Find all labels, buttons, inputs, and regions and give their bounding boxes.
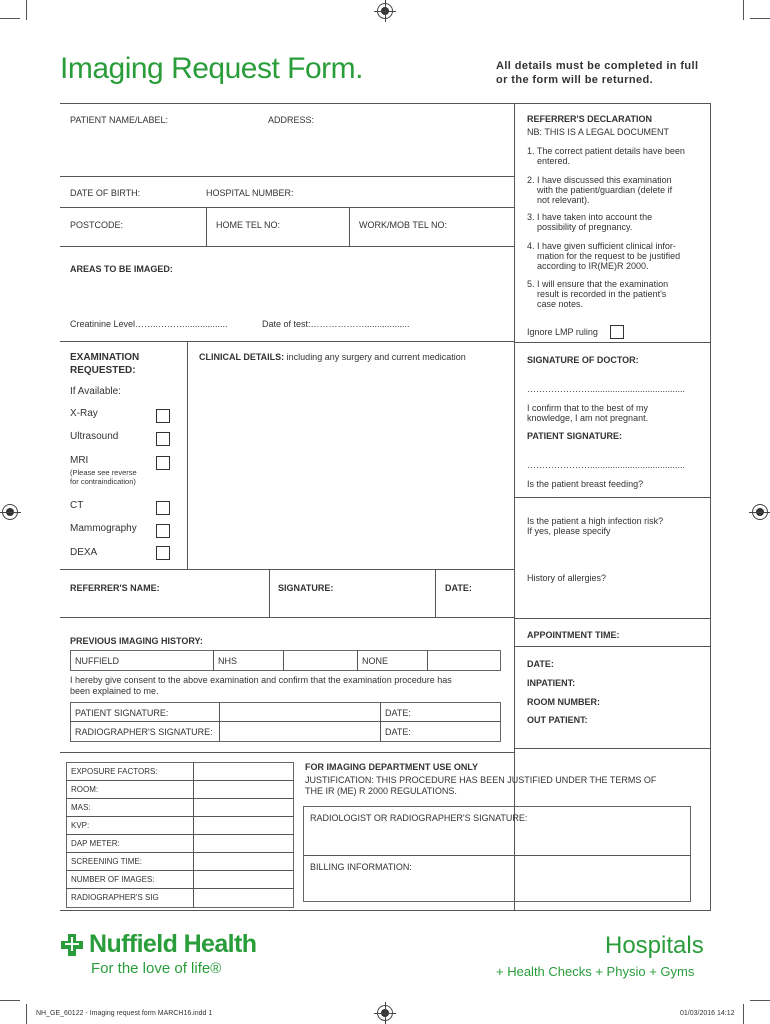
crop-mark	[743, 0, 744, 20]
question-line: Is the patient a high infection risk?	[527, 516, 664, 526]
mri-checkbox[interactable]	[156, 456, 170, 470]
row-line	[66, 816, 294, 817]
cell-divider	[435, 569, 436, 618]
appointment-time-label: APPOINTMENT TIME:	[527, 630, 620, 640]
areas-label: AREAS TO BE IMAGED:	[70, 264, 173, 274]
patient-signature-label: PATIENT SIGNATURE:	[527, 431, 622, 441]
brand-tagline: For the love of life®	[91, 960, 222, 977]
creatinine-level: Creatinine Level……..……….................	[70, 319, 228, 329]
doctor-signature-line[interactable]: …………………......................................	[527, 384, 686, 394]
cell-divider	[357, 650, 358, 671]
crop-mark	[26, 1004, 27, 1024]
appointment-date-label: DATE:	[527, 659, 554, 669]
consent-statement	[70, 675, 452, 697]
row-line	[514, 646, 710, 647]
row-line	[514, 497, 710, 498]
decl-line: 5. I will ensure that the examination	[527, 279, 669, 289]
decl-line: 4. I have given sufficient clinical infor-	[527, 241, 676, 251]
mri-note-line: (Please see reverse	[70, 468, 137, 477]
registration-mark-icon	[752, 504, 768, 520]
option-mammography-label: Mammography	[70, 523, 137, 534]
row-line	[66, 870, 294, 871]
room-label: ROOM:	[71, 785, 99, 794]
department-use-heading: FOR IMAGING DEPARTMENT USE ONLY	[305, 762, 479, 772]
hospital-number-label: HOSPITAL NUMBER:	[206, 188, 294, 198]
crop-mark	[750, 1000, 770, 1001]
consent-line: been explained to me.	[70, 686, 159, 696]
decl-line: mation for the request to be justified	[537, 251, 681, 261]
examination-heading	[70, 351, 139, 377]
decl-line: 1. The correct patient details have been	[527, 146, 685, 156]
row-line	[60, 752, 514, 753]
radiographer-date-label: DATE:	[385, 727, 411, 737]
declaration-subtitle: NB: THIS IS A LEGAL DOCUMENT	[527, 127, 670, 137]
decl-line: possibility of pregnancy.	[537, 222, 633, 232]
decl-line: result is recorded in the patient's	[537, 289, 667, 299]
frame-bottom	[60, 910, 711, 911]
referrer-signature-label: SIGNATURE:	[278, 583, 334, 593]
question-line: If yes, please specify	[527, 526, 611, 536]
patient-signature-line[interactable]: …………………......................................	[527, 460, 686, 470]
exposure-factors-table	[66, 762, 294, 908]
page-title: Imaging Request Form.	[60, 52, 363, 85]
brand-name: Nuffield Health	[89, 930, 257, 958]
referrer-name-label: REFERRER'S NAME:	[70, 583, 160, 593]
postcode-label: POSTCODE:	[70, 220, 124, 230]
mri-note-line: for contraindication)	[70, 477, 136, 486]
crop-mark	[0, 18, 20, 19]
crop-mark	[0, 1000, 20, 1001]
exposure-factors-label: EXPOSURE FACTORS:	[71, 767, 158, 776]
declaration-item-2	[527, 175, 707, 205]
cell-divider	[219, 702, 220, 742]
row-line	[66, 834, 294, 835]
cell-divider	[269, 569, 270, 618]
breast-feeding-question: Is the patient breast feeding?	[527, 479, 644, 489]
nuffield-cross-icon	[60, 933, 84, 957]
declaration-title: REFERRER'S DECLARATION	[527, 114, 652, 124]
ignore-lmp-checkbox[interactable]	[610, 325, 624, 339]
decl-line: not relevant).	[537, 195, 590, 205]
clinical-details-label	[199, 352, 466, 362]
crop-mark	[26, 0, 27, 20]
row-line	[514, 342, 710, 343]
ultrasound-checkbox[interactable]	[156, 432, 170, 446]
file-slug: NH_GE_60122 - Imaging request form MARCH16.indd 1	[36, 1010, 213, 1017]
screening-time-label: SCREENING TIME:	[71, 857, 142, 866]
work-tel-label: WORK/MOB TEL NO:	[359, 220, 448, 230]
dob-label: DATE OF BIRTH:	[70, 188, 141, 198]
justification-line: THE IR (ME) R 2000 REGULATIONS.	[305, 786, 457, 796]
radiologist-signature-label: RADIOLOGIST OR RADIOGRAPHER'S SIGNATURE:	[310, 813, 528, 823]
hospitals-text: Hospitals	[605, 932, 704, 959]
row-line	[66, 852, 294, 853]
room-number-label: ROOM NUMBER:	[527, 697, 600, 707]
decl-line: entered.	[537, 156, 571, 166]
clinical-rest: including any surgery and current medication	[284, 352, 466, 362]
row-line	[70, 721, 501, 722]
dexa-checkbox[interactable]	[156, 546, 170, 560]
ct-checkbox[interactable]	[156, 501, 170, 515]
mas-label: MAS:	[71, 803, 91, 812]
cell-divider	[193, 762, 194, 908]
history-nhs[interactable]: NHS	[218, 656, 238, 666]
previous-imaging-label: PREVIOUS IMAGING HISTORY:	[70, 636, 203, 646]
declaration-item-5	[527, 279, 707, 309]
completion-notice	[496, 59, 698, 87]
history-nuffield[interactable]: NUFFIELD	[75, 656, 120, 666]
kvp-label: KVP:	[71, 821, 90, 830]
row-line	[514, 748, 710, 749]
clinical-bold: CLINICAL DETAILS:	[199, 352, 285, 362]
mri-note	[70, 468, 137, 486]
row-line	[60, 176, 514, 177]
crop-mark	[750, 18, 770, 19]
decl-line: 3. I have taken into account the	[527, 212, 653, 222]
exam-heading-line: EXAMINATION	[70, 352, 140, 363]
declaration-item-1	[527, 146, 707, 166]
statement-line: I confirm that to the best of my	[527, 403, 649, 413]
dap-meter-label: DAP METER:	[71, 839, 120, 848]
option-mri-label: MRI	[70, 455, 89, 466]
cell-divider	[213, 650, 214, 671]
frame-right	[710, 103, 711, 911]
outpatient-label: OUT PATIENT:	[527, 715, 588, 725]
notice-line: or the form will be returned.	[496, 74, 654, 86]
registration-mark-line	[385, 0, 386, 22]
row-line	[60, 246, 514, 247]
xray-checkbox[interactable]	[156, 409, 170, 423]
cell-divider	[349, 207, 350, 247]
decl-line: 2. I have discussed this examination	[527, 175, 672, 185]
registration-mark-icon	[2, 504, 18, 520]
row-line	[60, 569, 514, 570]
radiographer-signature-label: RADIOGRAPHER'S SIGNATURE:	[75, 727, 213, 737]
row-line	[303, 855, 691, 856]
decl-line: case notes.	[537, 299, 584, 309]
services-text: + Health Checks + Physio + Gyms	[496, 964, 695, 979]
cell-divider	[427, 650, 428, 671]
cell-divider	[380, 702, 381, 742]
if-available-label: If Available:	[70, 386, 121, 397]
row-line	[514, 618, 710, 619]
home-tel-label: HOME TEL NO:	[216, 220, 281, 230]
history-options-row	[70, 650, 501, 671]
row-line	[60, 207, 514, 208]
decl-line: with the patient/guardian (delete if	[537, 185, 673, 195]
patient-name-label: PATIENT NAME/LABEL:	[70, 115, 169, 125]
statement-line: knowledge, I am not pregnant.	[527, 413, 649, 423]
not-pregnant-statement	[527, 403, 648, 423]
row-line	[60, 617, 514, 618]
option-xray-label: X-Ray	[70, 408, 98, 419]
row-line	[66, 798, 294, 799]
option-dexa-label: DEXA	[70, 547, 98, 558]
inpatient-label: INPATIENT:	[527, 678, 576, 688]
row-line	[60, 341, 514, 342]
number-of-images-label: NUMBER OF IMAGES:	[71, 875, 155, 884]
infection-risk-question	[527, 516, 663, 536]
cell-divider	[206, 207, 207, 247]
row-line	[66, 780, 294, 781]
consent-patient-signature-label: PATIENT SIGNATURE:	[75, 708, 169, 718]
allergies-question: History of allergies?	[527, 573, 607, 583]
exam-heading-line: REQUESTED:	[70, 365, 136, 376]
crop-mark	[743, 1004, 744, 1024]
print-timestamp: 01/03/2016 14:12	[680, 1010, 735, 1017]
mammography-checkbox[interactable]	[156, 524, 170, 538]
cell-divider	[187, 341, 188, 570]
ignore-lmp-label: Ignore LMP ruling	[527, 327, 598, 337]
billing-information-label: BILLING INFORMATION:	[310, 862, 412, 872]
address-label: ADDRESS:	[268, 115, 315, 125]
decl-line: according to IR(ME)R 2000.	[537, 261, 649, 271]
signature-of-doctor-label: SIGNATURE OF DOCTOR:	[527, 355, 639, 365]
justification-line: JUSTIFICATION: THIS PROCEDURE HAS BEEN JUSTIFIED UNDER THE TERMS OF	[305, 775, 657, 785]
consent-date-label: DATE:	[385, 708, 411, 718]
radiographer-sig-label: RADIOGRAPHER'S SIG	[71, 893, 159, 902]
notice-line: All details must be completed in full	[496, 60, 699, 72]
referrer-date-label: DATE:	[445, 583, 472, 593]
date-of-test: Date of test:………………..................	[262, 319, 410, 329]
justification-statement	[305, 775, 656, 797]
registration-mark-line	[385, 1002, 386, 1024]
cell-divider	[283, 650, 284, 671]
history-none[interactable]: NONE	[362, 656, 389, 666]
option-ct-label: CT	[70, 500, 84, 511]
declaration-item-4	[527, 241, 707, 271]
frame-top	[60, 103, 711, 104]
declaration-item-3	[527, 212, 707, 232]
option-ultrasound-label: Ultrasound	[70, 431, 119, 442]
consent-line: I hereby give consent to the above examination and confirm that the examination procedure has	[70, 675, 452, 685]
row-line	[66, 888, 294, 889]
